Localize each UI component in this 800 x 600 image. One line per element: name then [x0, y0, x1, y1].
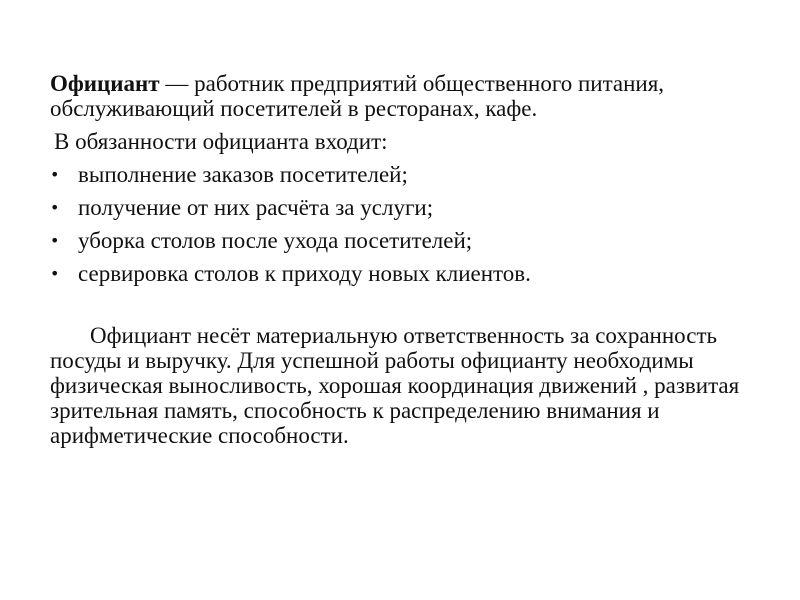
bullet-icon: • [50, 165, 60, 184]
responsibility-paragraph: Официант несёт материальную ответственность за сохранность посуды и выручку. Для успешной работы официанту необходимы физическая выносливость, хорошая координация движений , развитая зрительная память, способность к распределению внимания и арифметические способности. [50, 323, 740, 448]
list-item-text: уборка столов после ухода посетителей; [78, 228, 473, 253]
duties-list [50, 162, 770, 294]
term-definition: — работник предприятий общественного питания, обслуживающий посетителей в ресторанах, кафе. [50, 71, 665, 121]
bullet-icon: • [50, 264, 60, 283]
list-item [50, 195, 770, 220]
list-item [50, 162, 770, 187]
list-item [50, 261, 770, 286]
list-item-text: получение от них расчёта за услуги; [78, 195, 434, 220]
list-item-text: выполнение заказов посетителей; [78, 162, 408, 187]
list-item-text: сервировка столов к приходу новых клиентов. [78, 261, 531, 286]
term-title: Официант [50, 71, 160, 96]
intro-paragraph [50, 71, 770, 121]
bullet-icon: • [50, 198, 60, 217]
duties-heading: В обязанности официанта входит: [54, 129, 388, 154]
list-item [50, 228, 770, 253]
bullet-icon: • [50, 231, 60, 250]
